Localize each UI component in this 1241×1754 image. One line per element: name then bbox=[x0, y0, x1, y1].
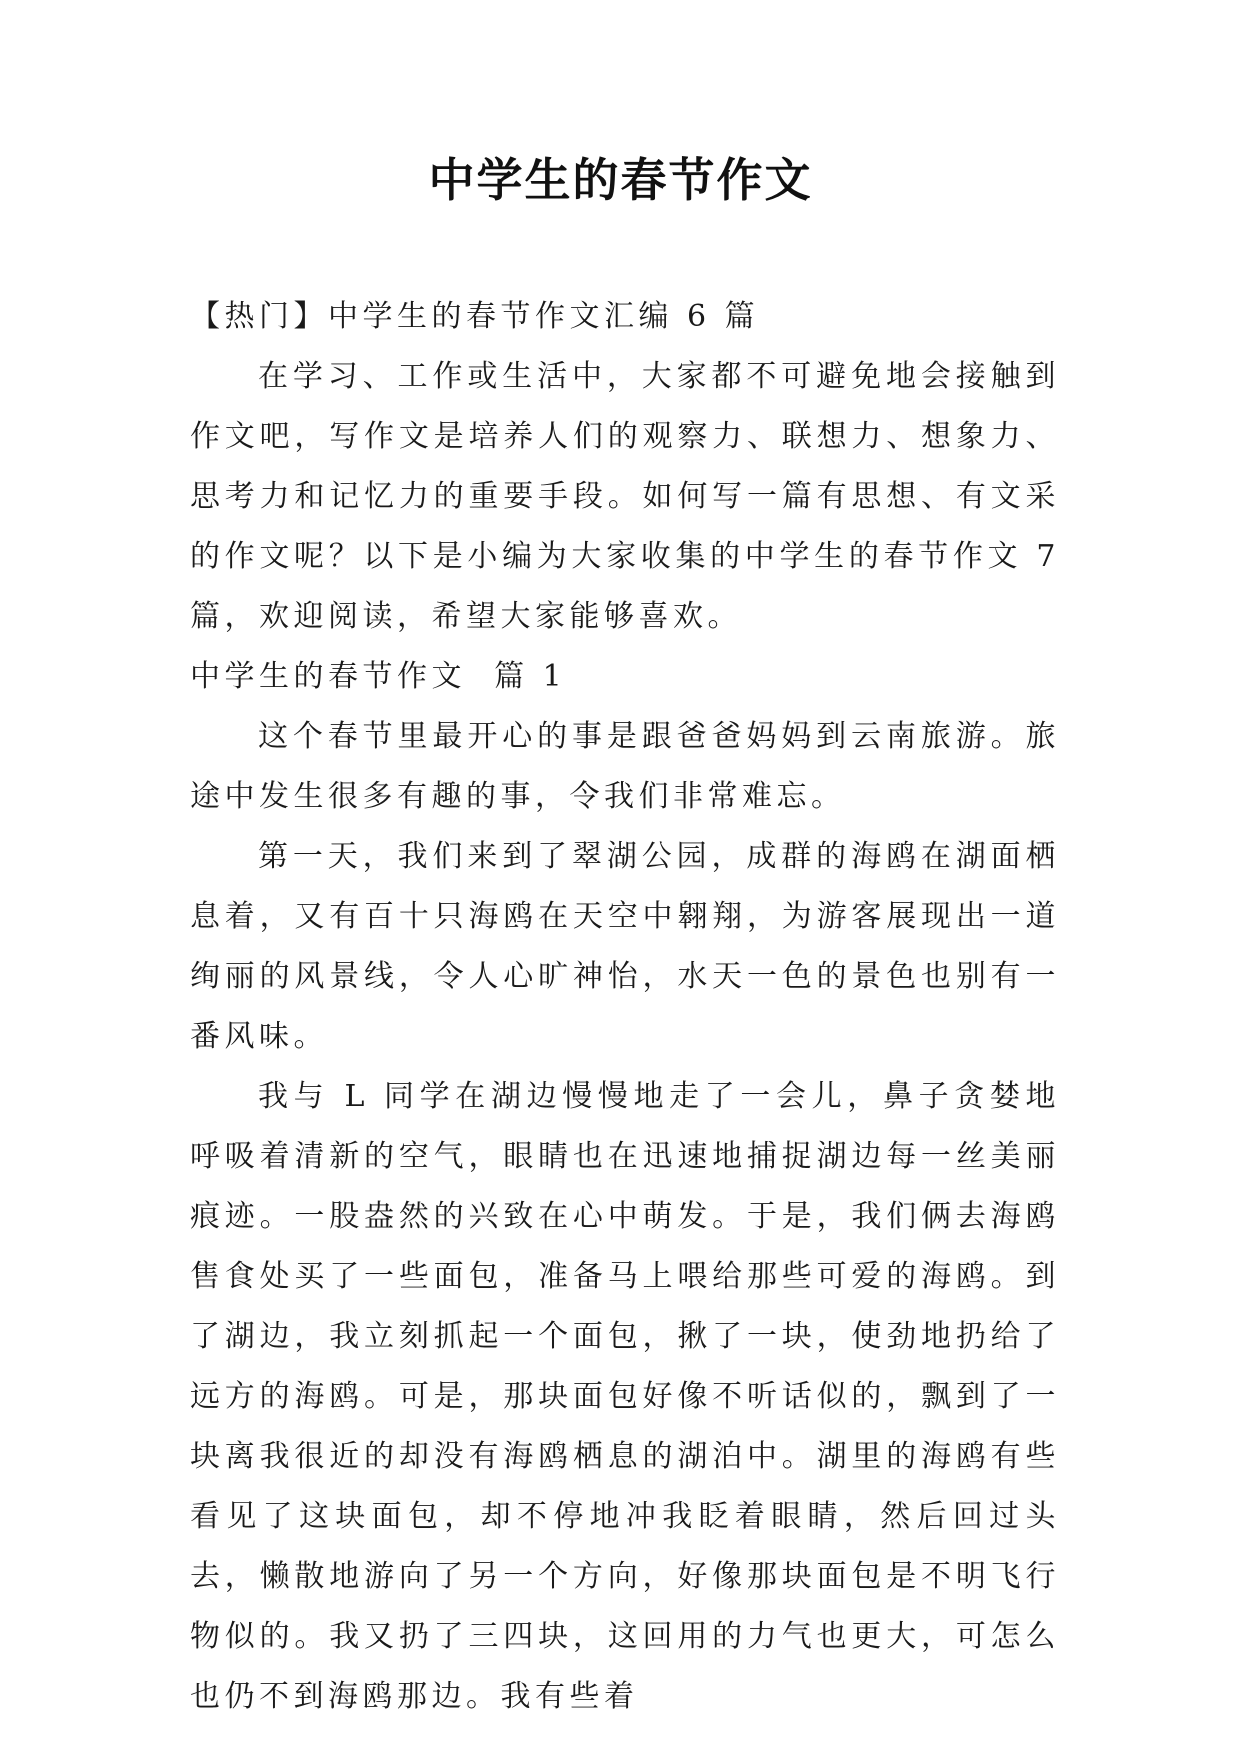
intro-paragraph: 在学习、工作或生活中，大家都不可避免地会接触到作文吧，写作文是培养人们的观察力、联想力、想象力、思考力和记忆力的重要手段。如何写一篇有思想、有文采的作文呢？以下是小编为大家收集的中学生的春节作文 7 篇，欢迎阅读，希望大家能够喜欢。 bbox=[190, 359, 1060, 634]
document-subtitle: 【热门】中学生的春节作文汇编 6 篇 bbox=[190, 299, 760, 334]
document-title: 中学生的春节作文 bbox=[428, 153, 813, 207]
document-body bbox=[190, 287, 1060, 1727]
paragraph-1: 这个春节里最开心的事是跟爸爸妈妈到云南旅游。旅途中发生很多有趣的事，令我们非常难忘。 bbox=[190, 719, 1060, 814]
section-heading: 中学生的春节作文 篇 1 bbox=[190, 659, 567, 694]
paragraph-2: 第一天，我们来到了翠湖公园，成群的海鸥在湖面栖息着，又有百十只海鸥在天空中翱翔，为游客展现出一道绚丽的风景线，令人心旷神怡，水天一色的景色也别有一番风味。 bbox=[190, 839, 1060, 1054]
paragraph-3: 我与 L 同学在湖边慢慢地走了一会儿，鼻子贪婪地呼吸着清新的空气，眼睛也在迅速地捕捉湖边每一丝美丽痕迹。一股盎然的兴致在心中萌发。于是，我们俩去海鸥售食处买了一些面包，准备马上喂给那些可爱的海鸥。到了湖边，我立刻抓起一个面包，揪了一块，使劲地扔给了远方的海鸥。可是，那块面包好像不听话似的，飘到了一块离我很近的却没有海鸥栖息的湖泊中。湖里的海鸥有些看见了这块面包，却不停地冲我眨着眼睛，然后回过头去，懒散地游向了另一个方向，好像那块面包是不明飞行物似的。我又扔了三四块，这回用的力气也更大，可怎么也仍不到海鸥那边。我有些着 bbox=[190, 1079, 1060, 1714]
